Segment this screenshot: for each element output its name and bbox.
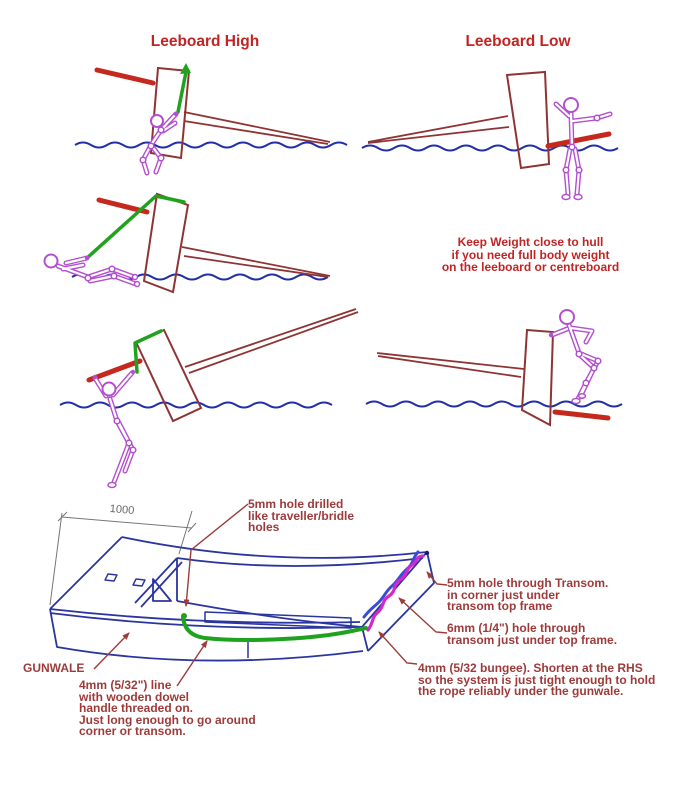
illustration-leeboard-high-2 bbox=[45, 194, 331, 292]
leader-6mm-hole bbox=[399, 598, 447, 633]
weight-note-line: on the leeboard or centreboard bbox=[441, 260, 620, 274]
annotation-line: like traveller/bridle bbox=[248, 508, 355, 523]
leader-transom-hole bbox=[427, 572, 447, 585]
annotation-line: transom just under top frame. bbox=[447, 632, 618, 647]
annotation-line: in corner just under bbox=[447, 587, 560, 602]
mannequin-figure bbox=[549, 310, 601, 404]
mast-profile bbox=[185, 309, 358, 373]
annotation-line: 5mm hole drilled bbox=[248, 497, 344, 511]
hull-profile bbox=[182, 247, 330, 277]
hull-profile bbox=[184, 112, 330, 144]
annotation-line: handle threaded on. bbox=[79, 701, 194, 715]
dimension-lines bbox=[50, 511, 196, 605]
annotation-hole-drilled bbox=[248, 499, 354, 534]
annotation-line: 6mm (1/4") hole through bbox=[447, 621, 586, 635]
mast-profile bbox=[377, 353, 524, 377]
annotation-line: 5mm hole through Transom. bbox=[447, 576, 609, 590]
annotation-line: Just long enough to go around bbox=[79, 712, 256, 727]
leeboard bbox=[97, 70, 153, 83]
annotation-line: transom top frame bbox=[447, 599, 553, 613]
mannequin-figure bbox=[93, 370, 136, 488]
water-line bbox=[60, 403, 332, 408]
water-line bbox=[366, 402, 622, 407]
illustration-leeboard-high-1 bbox=[75, 63, 347, 173]
illustration-leeboard-low-1 bbox=[362, 72, 618, 200]
mast-profile bbox=[368, 116, 509, 143]
righting-line bbox=[87, 196, 184, 258]
leader-gunwale bbox=[94, 633, 129, 669]
illustration-leeboard-low-2 bbox=[366, 310, 622, 425]
annotation-line: with wooden dowel bbox=[79, 689, 189, 704]
illustration-leeboard-high-3 bbox=[60, 309, 358, 488]
annotation-bungee bbox=[418, 663, 655, 698]
arrow-up-icon bbox=[180, 63, 191, 74]
title-leeboard-high: Leeboard High bbox=[150, 33, 260, 50]
dimension-label: 1000 bbox=[109, 502, 135, 518]
weight-note bbox=[403, 236, 658, 274]
weight-note-line: Keep Weight close to hull bbox=[457, 235, 604, 249]
leeboard bbox=[555, 412, 608, 418]
annotation-line: 4mm (5/32") line bbox=[79, 678, 172, 692]
capsized-hull bbox=[507, 72, 549, 168]
annotation-line: so the system is just tight enough to hold bbox=[418, 672, 656, 687]
annotation-dowel-line bbox=[79, 680, 256, 738]
mannequin-figure bbox=[45, 255, 140, 287]
annotation-line: corner or transom. bbox=[79, 724, 186, 738]
annotation-transom-hole bbox=[447, 578, 608, 613]
annotation-line: holes bbox=[248, 520, 280, 534]
gunwale-label: GUNWALE bbox=[23, 661, 85, 675]
water-line bbox=[362, 146, 618, 151]
annotation-6mm-hole bbox=[447, 623, 617, 646]
water-line bbox=[75, 143, 347, 148]
weight-note-line: if you need full body weight bbox=[451, 247, 610, 262]
title-leeboard-low: Leeboard Low bbox=[465, 33, 571, 50]
capsized-hull bbox=[522, 330, 553, 425]
hull-outline bbox=[50, 537, 434, 661]
transom-corner-point bbox=[425, 551, 429, 555]
annotation-line: the rope reliably under the gunwale. bbox=[418, 684, 624, 698]
annotation-line: 4mm (5/32 bungee). Shorten at the RHS bbox=[418, 661, 643, 675]
leeboard bbox=[548, 134, 609, 146]
leader-bungee bbox=[379, 632, 417, 664]
